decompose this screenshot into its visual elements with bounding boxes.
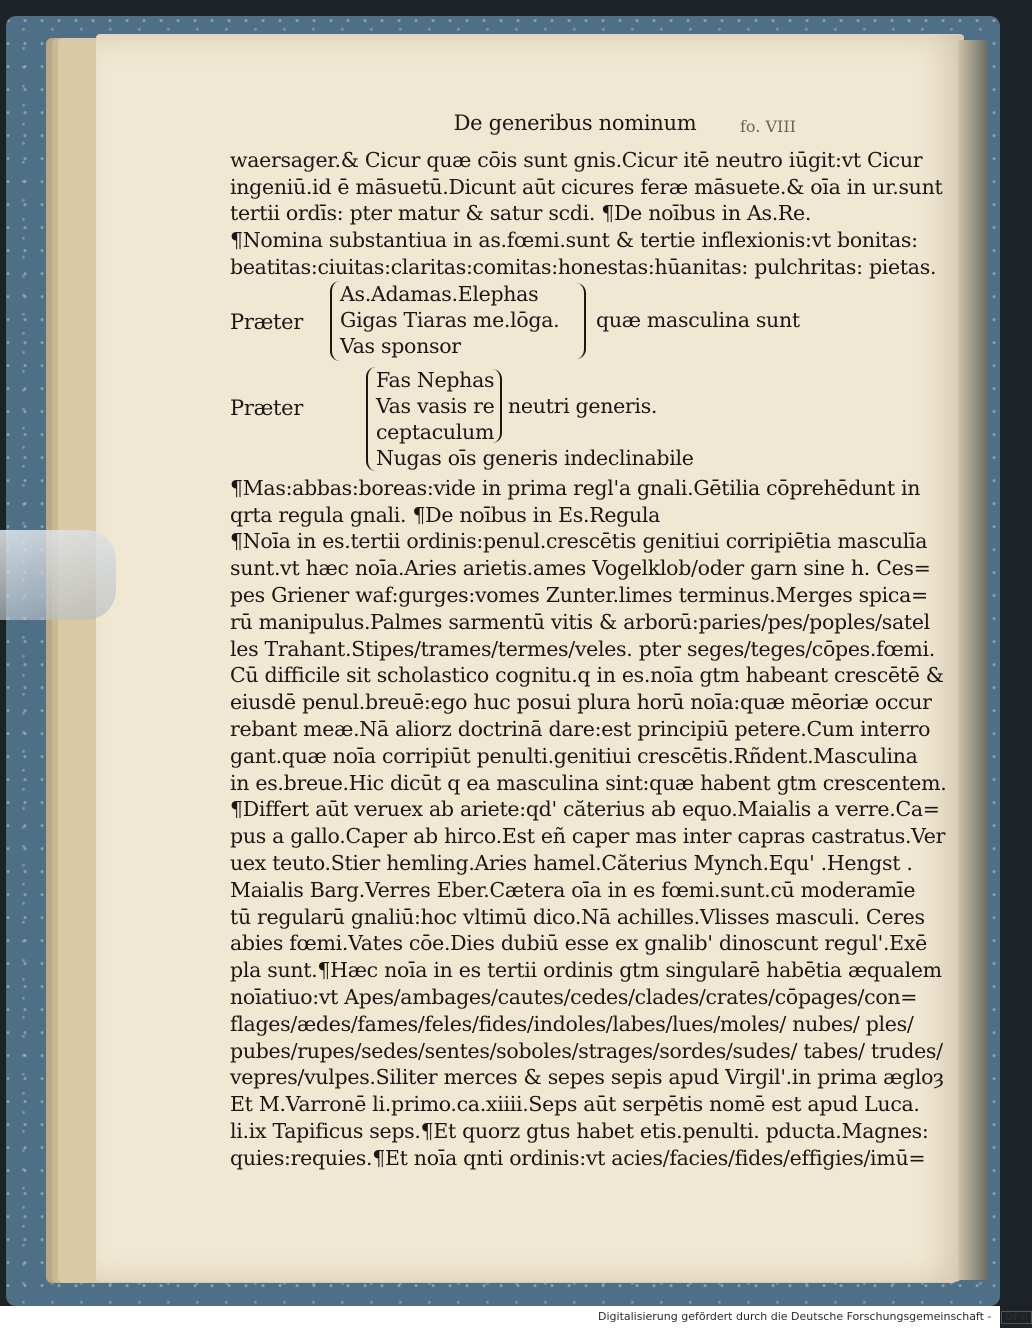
text-line: Maialis Barg.Verres Eber.Cætera oīa in es fœmi.sunt.cū moderamīe [230, 877, 916, 902]
text-line: les Trahant.Stipes/trames/termes/veles. pter seges/teges/cōpes.fœmi. [230, 636, 935, 661]
text-line: pubes/rupes/sedes/sentes/soboles/strages/sordes/sudes/ tabes/ trudes/ [230, 1038, 943, 1063]
text-line: Et M.Varronē li.primo.ca.xiiii.Seps aūt serpētis nomē est apud Luca. [230, 1092, 920, 1117]
text-line: ¶Differt aūt veruex ab ariete:qd' căterius ab equo.Maialis a verre.Ca= [230, 797, 940, 822]
brace-note: neutri generis. [508, 393, 658, 418]
text-line: pla sunt.¶Hæc noīa in es tertii ordinis gtm singularē habētia æqualem [230, 958, 942, 983]
brace-item: Nugas oīs generis indeclinabile [376, 445, 694, 470]
brace-item: As.Adamas.Elephas [340, 281, 539, 306]
text-line: vepres/vulpes.Siliter merces & sepes sepis apud Virgil'.in prima ægloȝ [230, 1065, 944, 1090]
text-line: abies fœmi.Vates cōe.Dies dubiū esse ex gnalib' dinoscunt regul'.Exē [230, 931, 927, 956]
text-line: ingeniū.id ē māsuetū.Dicunt aūt cicures feræ māsuete.& oīa in ur.sunt [230, 174, 943, 199]
running-header: De generibus nominum [453, 111, 697, 135]
text-line: uex teuto.Stier hemling.Aries hamel.Căterius Mynch.Equ' .Hengst . [230, 850, 913, 875]
text-line: pes Griener waf:gurges:vomes Zunter.limes terminus.Merges spica= [230, 582, 928, 607]
text-line: rebant meæ.Nā aliorz doctrinā dare:est principiū petere.Cum interro [230, 716, 931, 741]
text-line: sunt.vt hæc noīa.Aries arietis.ames Vogelklob/oder garn sine h. Ces= [230, 556, 931, 581]
text-block-bottom [230, 475, 947, 1172]
footer-text: Digitalisierung gefördert durch die Deutsche Forschungsgemeinschaft - [598, 1310, 992, 1323]
brace-list [330, 281, 559, 361]
brace-group-2 [230, 367, 920, 475]
brace-item: Fas Nephas [376, 367, 495, 392]
brace-note: quæ masculina sunt [596, 307, 800, 332]
book-gutter [958, 40, 988, 1280]
footer-credit [598, 1310, 1032, 1324]
text-line: gant.quæ noīa corripiūt penulti.genitiui crescētis.Rñdent.Masculina [230, 743, 918, 768]
text-line: tertii ordīs: pter matur & satur scdi. ¶De noībus in As.Re. [230, 201, 812, 226]
text-line: noīatiuo:vt Apes/ambages/cautes/cedes/clades/crates/cōpages/con= [230, 984, 918, 1009]
text-line: beatitas:ciuitas:claritas:comitas:honestas:hūanitas: pulchritas: pietas. [230, 254, 937, 279]
text-line: qrta regula gnali. ¶De noībus in Es.Regula [230, 502, 661, 527]
text-block-top [230, 147, 943, 281]
brace-item: Gigas Tiaras me.lōga. [340, 307, 560, 332]
glass-clip [0, 530, 116, 620]
brace-item: Vas vasis re [376, 393, 495, 418]
closing-brace [488, 369, 502, 443]
page-text [230, 110, 947, 1172]
text-line: eiusdē penul.breuē:ego huc posui plura horū noīa:quæ mēoriæ occur [230, 690, 932, 715]
text-line: li.ix Tapificus seps.¶Et quorz gtus habet etis.penulti. pducta.Magnes: [230, 1118, 929, 1143]
text-line: in es.breue.Hic dicūt q ea masculina sint:quæ habent gtm crescentem. [230, 770, 947, 795]
text-line: ¶Nomina substantiua in as.fœmi.sunt & tertie inflexionis:vt bonitas: [230, 228, 918, 253]
brace-item: Vas sponsor [340, 333, 461, 358]
text-line: ¶Mas:abbas:boreas:vide in prima regl'a gnali.Gētilia cōprehēdunt in [230, 475, 921, 500]
brace-group-1 [230, 281, 920, 367]
closing-brace [570, 283, 586, 359]
text-line: quies:requies.¶Et noīa qnti ordinis:vt acies/facies/fides/effigies/imū= [230, 1145, 926, 1170]
text-line: rū manipulus.Palmes sarmentū vitis & arborū:paries/pes/poples/satel [230, 609, 930, 634]
text-line: Cū difficile sit scholastico cognitu.q in es.noīa gtm habeant crescētē & [230, 663, 944, 688]
folio-number: fo. VIII [740, 117, 796, 136]
brace-item: ceptaculum [376, 419, 495, 444]
text-line: flages/ædes/fames/feles/fides/indoles/labes/lues/moles/ nubes/ ples/ [230, 1011, 914, 1036]
text-line: ¶Noīa in es.tertii ordinis:penul.crescētis genitiui corripiētia masculīa [230, 529, 928, 554]
brace-label: Præter [230, 309, 304, 334]
brace-label: Præter [230, 395, 304, 420]
text-line: tū regularū gnaliū:hoc vltimū dico.Nā achilles.Vlisses masculi. Ceres [230, 904, 925, 929]
text-line: pus a gallo.Caper ab hirco.Est eñ caper mas inter capras castratus.Ver [230, 824, 946, 849]
text-line: waersager.& Cicur quæ cōis sunt gnis.Cicur itē neutro iūgit:vt Cicur [230, 147, 923, 172]
dfg-logo: DFG [1001, 1311, 1032, 1324]
